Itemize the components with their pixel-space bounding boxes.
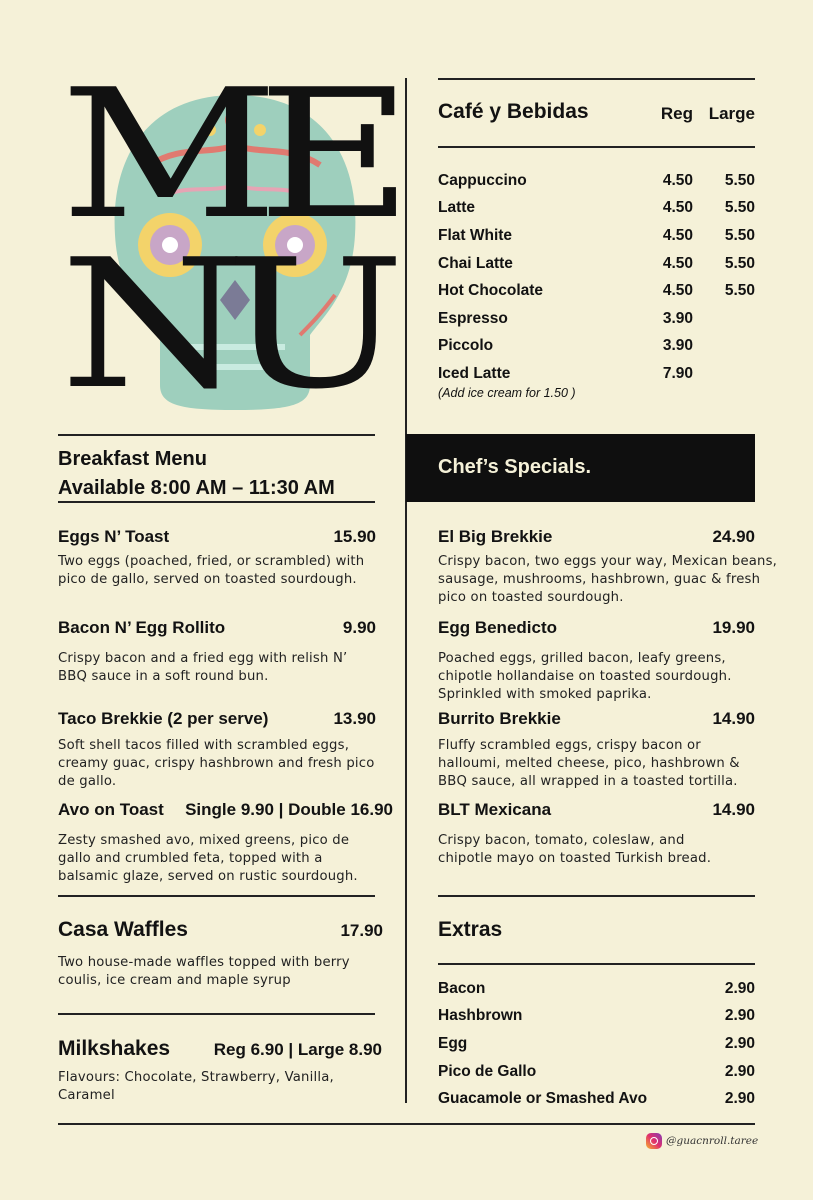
item-name: Bacon [438,979,486,997]
item-price-reg: 3.90 [662,309,693,327]
list-item [438,167,755,195]
item-name: Casa Waffles [58,918,188,941]
item-price: 2.90 [724,1007,755,1025]
instagram-handle: @guacnroll.taree [666,1135,759,1147]
menu-title-line2: NU [60,221,384,428]
item-price-reg: 4.50 [662,226,693,244]
item-price-reg: 4.50 [662,254,693,272]
item-price: 9.90 [342,618,376,637]
item-name: Cappuccino [438,171,527,189]
milkshakes-top-rule [58,1013,375,1015]
item-name: BLT Mexicana [438,800,552,819]
item-description: Two eggs (poached, fried, or scrambled) with pico de gallo, served on toasted sourdough. [58,554,365,587]
breakfast-hours: Available 8:00 AM – 11:30 AM [58,477,335,499]
item-name: Hashbrown [438,1007,523,1025]
coffee-title: Café y Bebidas [438,100,589,123]
item-description: Flavours: Chocolate, Strawberry, Vanilla, Caramel [58,1070,334,1103]
menu-item [58,709,376,791]
list-item [438,1030,755,1058]
extras-title: Extras [438,918,503,941]
item-price-reg: 4.50 [662,199,693,217]
coffee-col-reg: Reg [660,104,693,123]
list-item [438,975,755,1003]
item-price: Single 9.90 | Double 16.90 [185,800,393,819]
item-price: 13.90 [333,709,376,728]
list-item [438,305,755,333]
item-price-large: 5.50 [724,171,755,189]
column-divider [405,78,407,1103]
item-price: Reg 6.90 | Large 8.90 [213,1040,382,1059]
item-name: Flat White [438,226,513,244]
item-price: 17.90 [340,921,383,940]
menu-title [60,51,392,428]
extras-header-rule [438,963,755,965]
item-price: 14.90 [712,709,755,728]
item-name: Eggs N’ Toast [58,527,170,546]
list-item [438,333,755,361]
item-name: Taco Brekkie (2 per serve) [58,709,269,728]
item-description: Poached eggs, grilled bacon, leafy greens, chipotle hollandaise on toasted sourdough. Sprinkled with smoked paprika. [438,651,732,702]
item-name: Egg Benedicto [438,618,558,637]
coffee-list [438,167,755,388]
item-name: Pico de Gallo [438,1062,537,1080]
item-price-large: 5.50 [724,226,755,244]
list-item [438,277,755,305]
special-item [438,618,768,704]
item-price-reg: 7.90 [662,364,693,382]
extras-top-rule [438,895,755,897]
breakfast-title: Breakfast Menu [58,448,207,470]
item-price: 14.90 [712,800,755,819]
item-price: 2.90 [724,1034,755,1052]
list-item [438,195,755,223]
menu-item [58,527,376,589]
item-description: Two house-made waffles topped with berry coulis, ice cream and maple syrup [58,955,350,988]
item-price: 2.90 [724,1062,755,1080]
item-name: Bacon N’ Egg Rollito [58,618,226,637]
item-price: 15.90 [333,527,376,546]
chef-specials-banner [406,434,755,502]
item-name: Espresso [438,309,508,327]
item-name: Avo on Toast [58,800,164,819]
waffles-top-rule [58,895,375,897]
item-price: 24.90 [712,527,755,546]
item-name: Iced Latte [438,364,511,382]
list-item [438,250,755,278]
item-name: Burrito Brekkie [438,709,561,728]
item-description: Zesty smashed avo, mixed greens, pico de gallo and crumbled feta, topped with a balsamic glaze, served on rustic sourdough. [58,833,358,884]
item-name: Guacamole or Smashed Avo [438,1090,648,1108]
item-price-large: 5.50 [724,254,755,272]
instagram-link[interactable] [646,1133,758,1149]
list-item [438,1058,755,1086]
extras-list [438,975,755,1113]
list-item [438,222,755,250]
list-item [438,1085,755,1113]
breakfast-top-rule [58,434,375,436]
chef-specials-title: Chef’s Specials. [438,456,592,478]
item-name: El Big Brekkie [438,527,553,546]
list-item [438,1003,755,1031]
coffee-col-large: Large [708,104,755,123]
breakfast-heading [58,445,335,503]
item-name: Milkshakes [58,1037,171,1060]
menu-item-waffles [58,918,383,990]
menu-item-milkshakes [58,1037,382,1105]
item-name: Egg [438,1034,468,1052]
item-description: Soft shell tacos filled with scrambled eggs, creamy guac, crispy hashbrown and fresh pico de gallo. [58,738,375,789]
item-description: Fluffy scrambled eggs, crispy bacon or halloumi, melted cheese, pico, hashbrown & BBQ sauce, all wrapped in a toasted tortilla. [438,738,740,789]
footer-rule [58,1123,755,1125]
item-price: 19.90 [712,618,755,637]
item-name: Latte [438,199,476,217]
menu-item [58,618,376,686]
item-price: 2.90 [724,979,755,997]
item-description: Crispy bacon, two eggs your way, Mexican beans, sausage, mushrooms, hashbrown, guac & fresh pico on toasted sourdough. [438,554,778,605]
special-item [438,527,778,607]
item-name: Chai Latte [438,254,513,272]
coffee-note: (Add ice cream for 1.50 ) [438,386,576,400]
item-price-large: 5.50 [724,199,755,217]
breakfast-bottom-rule [58,501,375,503]
item-price-reg: 3.90 [662,337,693,355]
item-name: Hot Chocolate [438,282,544,300]
menu-title-line1: ME [60,51,392,258]
item-name: Piccolo [438,337,494,355]
item-price-reg: 4.50 [662,171,693,189]
item-description: Crispy bacon, tomato, coleslaw, and chipotle mayo on toasted Turkish bread. [438,833,712,866]
special-item [438,709,768,791]
menu-item [58,800,393,886]
item-price-large: 5.50 [724,282,755,300]
coffee-header [438,100,755,124]
list-item [438,360,755,388]
item-description: Crispy bacon and a fried egg with relish N’ BBQ sauce in a soft round bun. [58,651,348,684]
coffee-header-rule [438,146,755,148]
special-item [438,800,755,868]
coffee-top-rule [438,78,755,80]
item-price: 2.90 [724,1090,755,1108]
instagram-icon [646,1133,662,1149]
item-price-reg: 4.50 [662,282,693,300]
